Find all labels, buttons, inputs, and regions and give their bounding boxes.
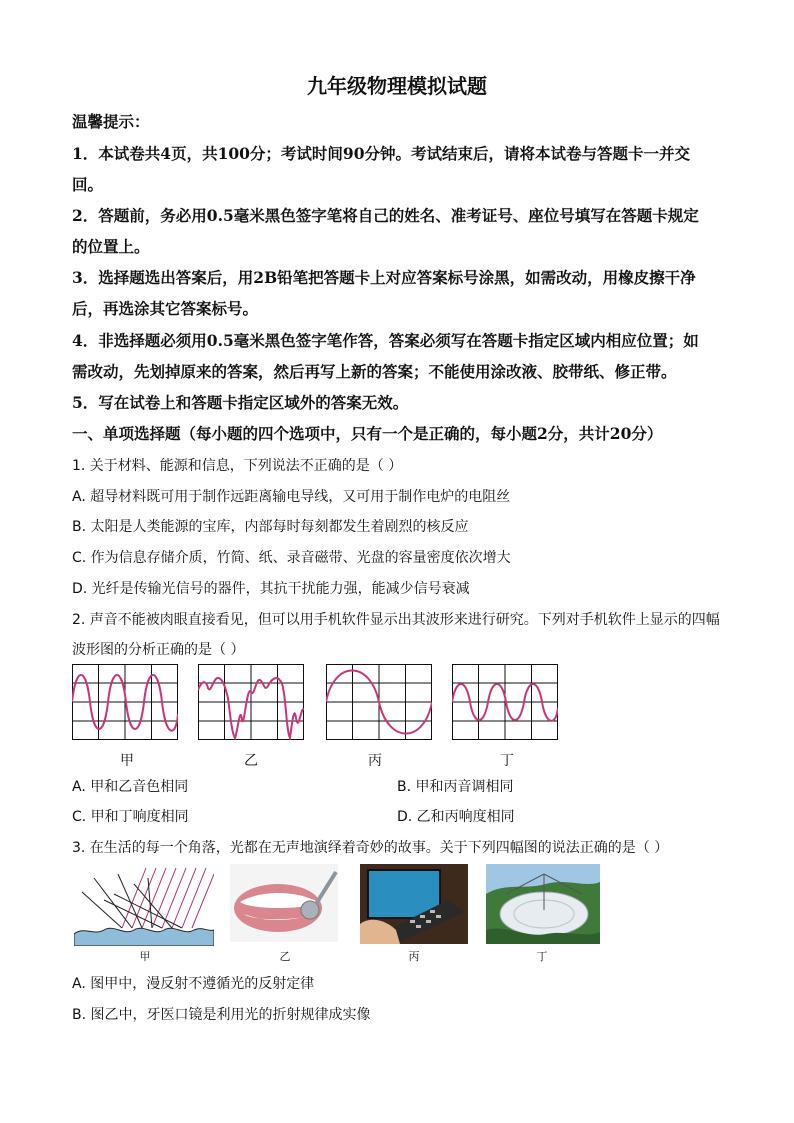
- pic-caption-jia: 甲: [139, 950, 151, 963]
- wave-caption-jia: 甲: [120, 753, 134, 769]
- waveform-bing: [326, 664, 432, 740]
- radio-telescope-photo: [486, 864, 600, 944]
- tip-line: 后，再选涂其它答案标号。: [72, 299, 259, 318]
- q3-option-a: A. 图甲中，漫反射不遵循光的反射定律: [72, 976, 315, 992]
- tips-heading: 温馨提示：: [72, 112, 150, 131]
- section-heading: 一、单项选择题（每小题的四个选项中，只有一个是正确的，每小题2分，共计20分）: [72, 424, 663, 443]
- q2-option-c: C. 甲和丁响度相同: [72, 809, 189, 825]
- tip-line: 2．答题前，务必用0.5毫米黑色签字笔将自己的姓名、准考证号、座位号填写在答题卡规定: [72, 206, 699, 225]
- q1-option-b: B. 太阳是人类能源的宝库，内部每时每刻都发生着剧烈的核反应: [72, 519, 469, 535]
- pic-caption-bing: 丙: [408, 950, 420, 963]
- wave-caption-bing: 丙: [368, 753, 382, 769]
- tip-line: 的位置上。: [72, 237, 150, 256]
- tip-line: 回。: [72, 175, 104, 194]
- q1-stem: 1. 关于材料、能源和信息，下列说法不正确的是（ ）: [72, 458, 403, 474]
- tip-line: 需改动，先划掉原来的答案，然后再写上新的答案；不能使用涂改液、胶带纸、修正带。: [72, 362, 677, 381]
- waveform-jia: [72, 664, 178, 740]
- pic-caption-ding: 丁: [536, 950, 548, 963]
- page-title: 九年级物理模拟试题: [307, 74, 487, 98]
- tip-line: 3．选择题选出答案后，用2B铅笔把答题卡上对应答案标号涂黑，如需改动，用橡皮擦干净: [72, 268, 696, 287]
- tip-line: 4．非选择题必须用0.5毫米黑色签字笔作答，答案必须写在答题卡指定区域内相应位置；如: [72, 331, 699, 350]
- wave-caption-yi: 乙: [244, 753, 258, 769]
- q1-option-a: A. 超导材料既可用于制作远距离输电导线，又可用于制作电炉的电阻丝: [72, 489, 511, 505]
- q2-option-b: B. 甲和丙音调相同: [397, 779, 514, 795]
- q2-option-d: D. 乙和丙响度相同: [397, 809, 515, 825]
- diffuse-reflection-figure: [74, 864, 214, 946]
- waveform-ding: [452, 664, 558, 740]
- q1-option-d: D. 光纤是传输光信号的器件，其抗干扰能力强，能减少信号衰减: [72, 581, 470, 597]
- q1-option-c: C. 作为信息存储介质，竹简、纸、录音磁带、光盘的容量密度依次增大: [72, 550, 511, 566]
- waveform-yi: [198, 664, 304, 740]
- pic-caption-yi: 乙: [279, 950, 291, 963]
- tip-line: 1．本试卷共4页，共100分；考试时间90分钟。考试结束后，请将本试卷与答题卡一并交: [72, 144, 690, 163]
- q3-stem: 3. 在生活的每一个角落，光都在无声地演绎着奇妙的故事。关于下列四幅图的说法正确的是（ ）: [72, 840, 669, 856]
- q2-option-a: A. 甲和乙音色相同: [72, 779, 189, 795]
- q3-option-b: B. 图乙中，牙医口镜是利用光的折射规律成实像: [72, 1007, 371, 1023]
- wave-caption-ding: 丁: [500, 753, 514, 769]
- tip-line: 5．写在试卷上和答题卡指定区域外的答案无效。: [72, 393, 409, 412]
- q2-stem: 2. 声音不能被肉眼直接看见，但可以用手机软件显示出其波形来进行研究。下列对手机软件上显示的四幅: [72, 612, 720, 628]
- q2-stem-cont: 波形图的分析正确的是（ ）: [72, 642, 245, 658]
- dental-mirror-photo: [230, 864, 338, 942]
- remote-control-photo: [360, 864, 468, 944]
